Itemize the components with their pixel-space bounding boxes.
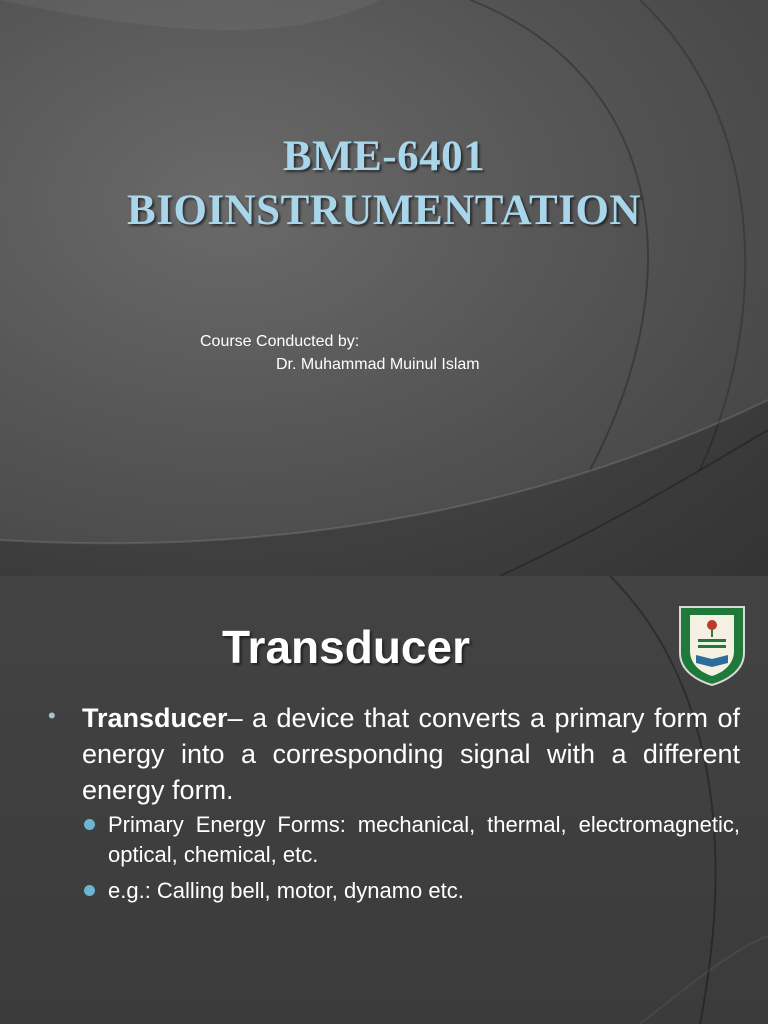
slide-title: Transducer xyxy=(222,621,470,673)
course-title: BIOINSTRUMENTATION xyxy=(127,187,641,234)
sub-bullet-text: Primary Energy Forms: mechanical, thermal, electromagnetic, optical, chemical, etc. xyxy=(108,812,740,867)
sub-bullet xyxy=(84,810,740,870)
instructor-name: Dr. Muhammad Muinul Islam xyxy=(276,356,480,373)
sub-bullet-icon xyxy=(84,885,95,896)
content-slide xyxy=(0,576,768,1024)
main-bullet xyxy=(48,700,740,808)
university-crest-icon xyxy=(676,603,748,687)
byline-label: Course Conducted by: xyxy=(200,333,360,350)
sub-bullet-icon xyxy=(84,819,95,830)
sub-bullet-text: e.g.: Calling bell, motor, dynamo etc. xyxy=(108,878,464,903)
bullet-icon: • xyxy=(48,703,56,728)
bullet-term: Transducer xyxy=(82,703,228,733)
sub-bullet xyxy=(84,876,740,906)
bullet-definition: – a device that converts a primary form of energy into a corresponding signal with a different energy form. xyxy=(82,703,740,805)
title-block xyxy=(0,130,768,238)
bullet-text xyxy=(82,700,740,808)
course-code: BME-6401 xyxy=(282,133,486,180)
